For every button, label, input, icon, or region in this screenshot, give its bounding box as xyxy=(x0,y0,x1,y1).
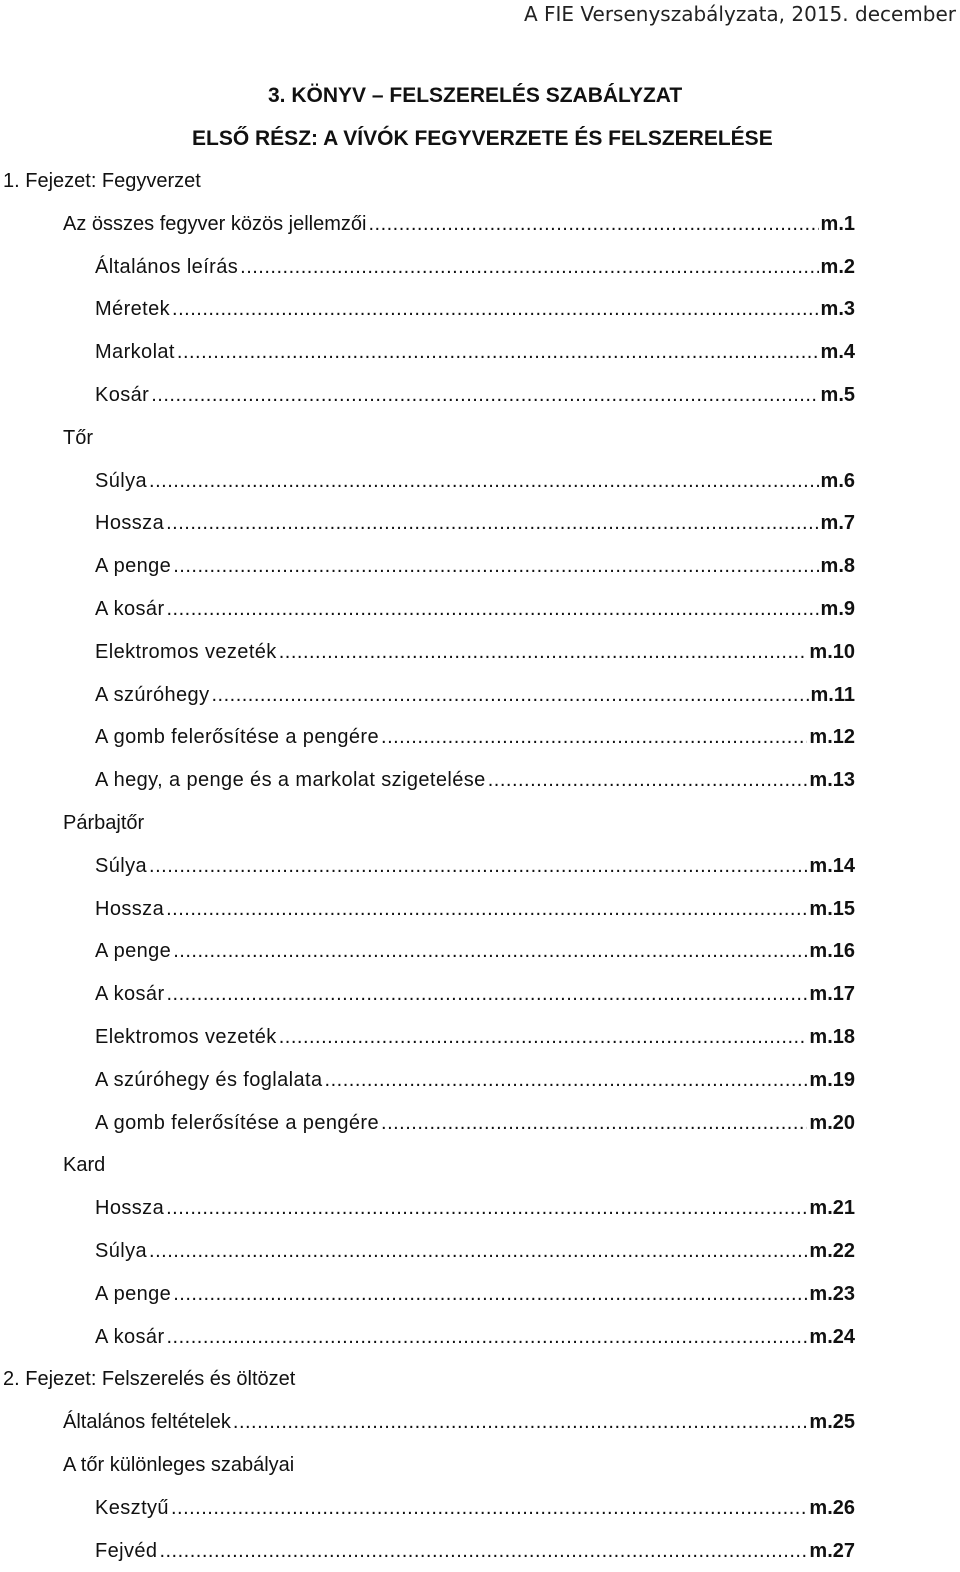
toc-entry-title: Méretek xyxy=(95,298,170,321)
toc-entry-row xyxy=(95,1540,855,1563)
dot-leader xyxy=(149,1240,807,1263)
toc-entry-title: Hossza xyxy=(95,898,164,921)
toc-heading xyxy=(0,417,960,460)
toc-entry-row xyxy=(95,256,855,279)
toc-entry-row xyxy=(63,213,855,236)
dot-leader xyxy=(488,769,808,792)
toc-entry[interactable] xyxy=(0,545,960,588)
toc-entry-ref: m.5 xyxy=(821,384,855,407)
toc-entry-title: A szúróhegy xyxy=(95,684,209,707)
dot-leader xyxy=(149,855,807,878)
dot-leader xyxy=(149,470,819,493)
toc-heading-title: A tőr különleges szabályai xyxy=(63,1454,294,1477)
toc-heading xyxy=(0,1144,960,1187)
running-header: A FIE Versenyszabályzata, 2015. december xyxy=(524,2,956,26)
toc-entry-title: Súlya xyxy=(95,1240,147,1263)
toc-heading-title: 2. Fejezet: Felszerelés és öltözet xyxy=(3,1368,295,1391)
toc-entry-ref: m.21 xyxy=(809,1197,855,1220)
dot-leader xyxy=(177,341,819,364)
toc-entry-title: A kosár xyxy=(95,1326,165,1349)
toc-entry-ref: m.26 xyxy=(809,1497,855,1520)
dot-leader xyxy=(279,1026,808,1049)
toc-entry-row xyxy=(95,1197,855,1220)
toc-entry-ref: m.16 xyxy=(809,940,855,963)
dot-leader xyxy=(381,726,807,749)
toc-heading xyxy=(0,1358,960,1401)
toc-entry-title: A penge xyxy=(95,1283,171,1306)
toc-entry[interactable] xyxy=(0,1059,960,1102)
toc-entry-title: A penge xyxy=(95,555,171,578)
toc-entry-row xyxy=(95,684,855,707)
dot-leader xyxy=(172,298,818,321)
toc-entry[interactable] xyxy=(0,1487,960,1530)
toc-entry[interactable] xyxy=(0,1316,960,1359)
toc-heading xyxy=(0,802,960,845)
toc-entry-title: Kosár xyxy=(95,384,149,407)
toc-entry-title: Általános feltételek xyxy=(63,1411,231,1434)
dot-leader xyxy=(171,1497,807,1520)
toc-entry-row xyxy=(95,555,855,578)
toc-entry[interactable] xyxy=(0,759,960,802)
toc-entry-row xyxy=(95,898,855,921)
dot-leader xyxy=(159,1540,807,1563)
toc-entry-row xyxy=(95,1026,855,1049)
toc-entry[interactable] xyxy=(0,203,960,246)
toc-entry-title: Súlya xyxy=(95,470,147,493)
dot-leader xyxy=(173,1283,807,1306)
toc-entry-title: Markolat xyxy=(95,341,175,364)
toc-entry-row xyxy=(95,298,855,321)
toc-entry-row xyxy=(95,641,855,664)
toc-entry[interactable] xyxy=(0,716,960,759)
toc-entry[interactable] xyxy=(0,246,960,289)
toc-entry-ref: m.1 xyxy=(821,213,855,236)
toc-entry-row xyxy=(95,598,855,621)
toc-entry-ref: m.19 xyxy=(809,1069,855,1092)
dot-leader xyxy=(167,1326,808,1349)
dot-leader xyxy=(233,1411,808,1434)
toc-entry-row xyxy=(95,940,855,963)
toc-entry-ref: m.25 xyxy=(809,1411,855,1434)
dot-leader xyxy=(211,684,808,707)
toc-entry[interactable] xyxy=(0,1401,960,1444)
toc-entry-ref: m.24 xyxy=(809,1326,855,1349)
part-title: ELSŐ RÉSZ: A VÍVÓK FEGYVERZETE ÉS FELSZERELÉSE xyxy=(192,127,773,151)
toc-entry-ref: m.11 xyxy=(811,684,855,707)
toc-entry-row xyxy=(63,1411,855,1434)
dot-leader xyxy=(325,1069,808,1092)
toc-entry-title: A penge xyxy=(95,940,171,963)
table-of-contents xyxy=(0,160,960,1572)
toc-entry[interactable] xyxy=(0,845,960,888)
toc-entry[interactable] xyxy=(0,1016,960,1059)
toc-entry[interactable] xyxy=(0,888,960,931)
toc-entry-ref: m.4 xyxy=(821,341,855,364)
toc-entry-row xyxy=(95,1112,855,1135)
toc-entry-row xyxy=(95,983,855,1006)
toc-entry-title: Kesztyű xyxy=(95,1497,169,1520)
toc-entry-ref: m.3 xyxy=(821,298,855,321)
toc-entry-title: A gomb felerősítése a pengére xyxy=(95,726,379,749)
toc-entry[interactable] xyxy=(0,288,960,331)
dot-leader xyxy=(166,898,807,921)
dot-leader xyxy=(173,940,807,963)
toc-entry[interactable] xyxy=(0,1530,960,1572)
toc-entry-title: A hegy, a penge és a markolat szigetelése xyxy=(95,769,486,792)
toc-entry[interactable] xyxy=(0,631,960,674)
toc-entry-title: Elektromos vezeték xyxy=(95,1026,277,1049)
dot-leader xyxy=(166,512,818,535)
toc-entry-row xyxy=(95,1240,855,1263)
toc-heading-title: Kard xyxy=(63,1154,105,1177)
toc-entry-ref: m.15 xyxy=(809,898,855,921)
dot-leader xyxy=(279,641,808,664)
toc-heading-title: Tőr xyxy=(63,427,93,450)
toc-entry[interactable] xyxy=(0,1273,960,1316)
toc-entry-row xyxy=(95,341,855,364)
toc-entry-ref: m.27 xyxy=(809,1540,855,1563)
dot-leader xyxy=(167,983,808,1006)
book-title: 3. KÖNYV – FELSZERELÉS SZABÁLYZAT xyxy=(268,84,682,108)
toc-entry[interactable] xyxy=(0,588,960,631)
toc-entry-row xyxy=(95,1326,855,1349)
dot-leader xyxy=(166,1197,807,1220)
toc-entry-title: A kosár xyxy=(95,598,165,621)
toc-entry[interactable] xyxy=(0,674,960,717)
toc-entry[interactable] xyxy=(0,1102,960,1145)
toc-entry-ref: m.2 xyxy=(821,256,855,279)
toc-entry-title: Fejvéd xyxy=(95,1540,157,1563)
toc-entry-row xyxy=(95,855,855,878)
dot-leader xyxy=(240,256,818,279)
toc-entry-ref: m.13 xyxy=(809,769,855,792)
toc-entry-title: Az összes fegyver közös jellemzői xyxy=(63,213,366,236)
toc-entry-ref: m.22 xyxy=(809,1240,855,1263)
toc-entry-title: A kosár xyxy=(95,983,165,1006)
toc-entry-ref: m.10 xyxy=(809,641,855,664)
toc-entry-ref: m.18 xyxy=(809,1026,855,1049)
toc-entry[interactable] xyxy=(0,502,960,545)
toc-heading-title: Párbajtőr xyxy=(63,812,144,835)
toc-entry-title: Általános leírás xyxy=(95,256,238,279)
toc-entry[interactable] xyxy=(0,930,960,973)
toc-entry-ref: m.9 xyxy=(821,598,855,621)
toc-entry-title: A gomb felerősítése a pengére xyxy=(95,1112,379,1135)
toc-entry-ref: m.23 xyxy=(809,1283,855,1306)
dot-leader xyxy=(173,555,818,578)
toc-entry-row xyxy=(95,1069,855,1092)
toc-entry-ref: m.8 xyxy=(821,555,855,578)
dot-leader xyxy=(368,213,818,236)
toc-entry[interactable] xyxy=(0,460,960,503)
toc-entry-title: Súlya xyxy=(95,855,147,878)
toc-entry-ref: m.7 xyxy=(821,512,855,535)
toc-entry-row xyxy=(95,470,855,493)
toc-entry[interactable] xyxy=(0,1230,960,1273)
toc-heading xyxy=(0,160,960,203)
toc-entry-title: Elektromos vezeték xyxy=(95,641,277,664)
toc-entry[interactable] xyxy=(0,374,960,417)
toc-entry-ref: m.12 xyxy=(809,726,855,749)
toc-entry-row xyxy=(95,769,855,792)
toc-entry-title: Hossza xyxy=(95,1197,164,1220)
dot-leader xyxy=(381,1112,807,1135)
dot-leader xyxy=(167,598,819,621)
toc-heading xyxy=(0,1444,960,1487)
toc-entry-ref: m.17 xyxy=(809,983,855,1006)
toc-entry-row xyxy=(95,726,855,749)
toc-entry[interactable] xyxy=(0,331,960,374)
toc-entry-row xyxy=(95,512,855,535)
toc-entry-row xyxy=(95,384,855,407)
toc-entry[interactable] xyxy=(0,973,960,1016)
toc-entry-row xyxy=(95,1497,855,1520)
toc-heading-title: 1. Fejezet: Fegyverzet xyxy=(3,170,201,193)
toc-entry-row xyxy=(95,1283,855,1306)
toc-entry-title: Hossza xyxy=(95,512,164,535)
toc-entry-ref: m.20 xyxy=(809,1112,855,1135)
toc-entry-ref: m.14 xyxy=(809,855,855,878)
toc-entry[interactable] xyxy=(0,1187,960,1230)
dot-leader xyxy=(151,384,818,407)
toc-entry-ref: m.6 xyxy=(821,470,855,493)
toc-entry-title: A szúróhegy és foglalata xyxy=(95,1069,323,1092)
